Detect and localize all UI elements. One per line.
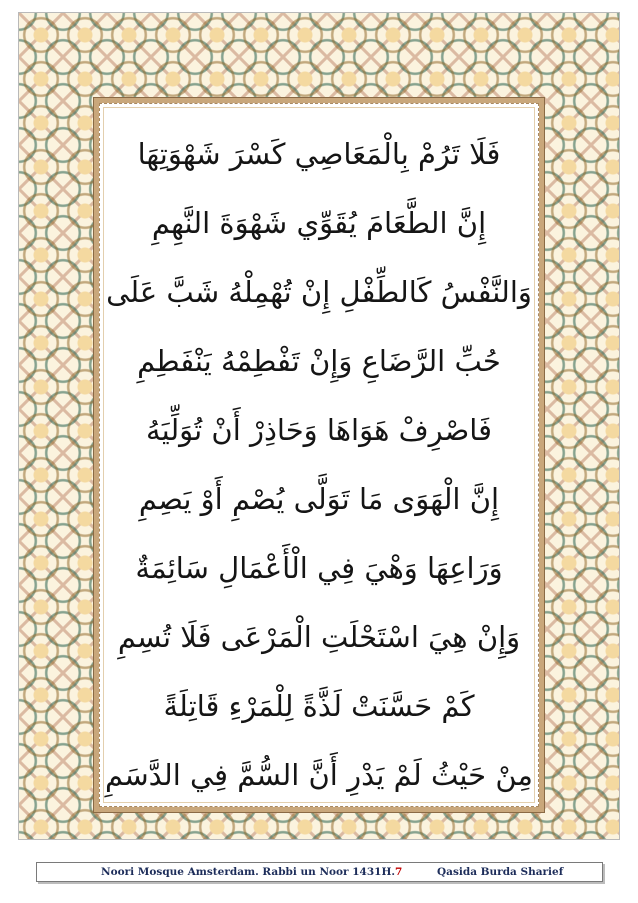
footer-source: Noori Mosque Amsterdam. Rabbi un Noor 1431H.	[101, 866, 396, 878]
poem-verses	[100, 120, 538, 810]
verse-line: إِنَّ الطَّعَامَ يُقَوِّي شَهْوَةَ النَّهِمِ	[151, 206, 487, 240]
verse-line: فَلَا تَرُمْ بِالْمَعَاصِي كَسْرَ شَهْوَتِهَا	[137, 137, 501, 171]
verse-line: وَرَاعِهَا وَهْيَ فِي الْأَعْمَالِ سَائِمَةٌ	[135, 551, 503, 585]
verse-line: حُبِّ الرَّضَاعِ وَإِنْ تَفْطِمْهُ يَنْفَطِمِ	[137, 344, 501, 378]
verse-line: مِنْ حَيْثُ لَمْ يَدْرِ أَنَّ السُّمَّ فِي الدَّسَمِ	[105, 758, 533, 792]
page-footer	[36, 862, 603, 882]
verse-line: وَإِنْ هِيَ اسْتَحْلَتِ الْمَرْعَى فَلَا تُسِمِ	[117, 620, 521, 654]
page-number: 7	[395, 866, 403, 878]
verse-line: كَمْ حَسَّنَتْ لَذَّةً لِلْمَرْءِ قَاتِلَةً	[163, 689, 475, 723]
text-panel-frame	[93, 97, 545, 813]
verse-line: وَالنَّفْسُ كَالطِّفْلِ إِنْ تُهْمِلْهُ شَبَّ عَلَى	[106, 275, 532, 309]
verse-line: إِنَّ الْهَوَى مَا تَوَلَّى يُصْمِ أَوْ يَصِمِ	[138, 482, 500, 516]
text-panel	[99, 103, 539, 807]
verse-line: فَاصْرِفْ هَوَاهَا وَحَاذِرْ أَنْ تُوَلِّيَهُ	[146, 413, 492, 447]
footer-title: Qasida Burda Sharief	[437, 866, 564, 878]
